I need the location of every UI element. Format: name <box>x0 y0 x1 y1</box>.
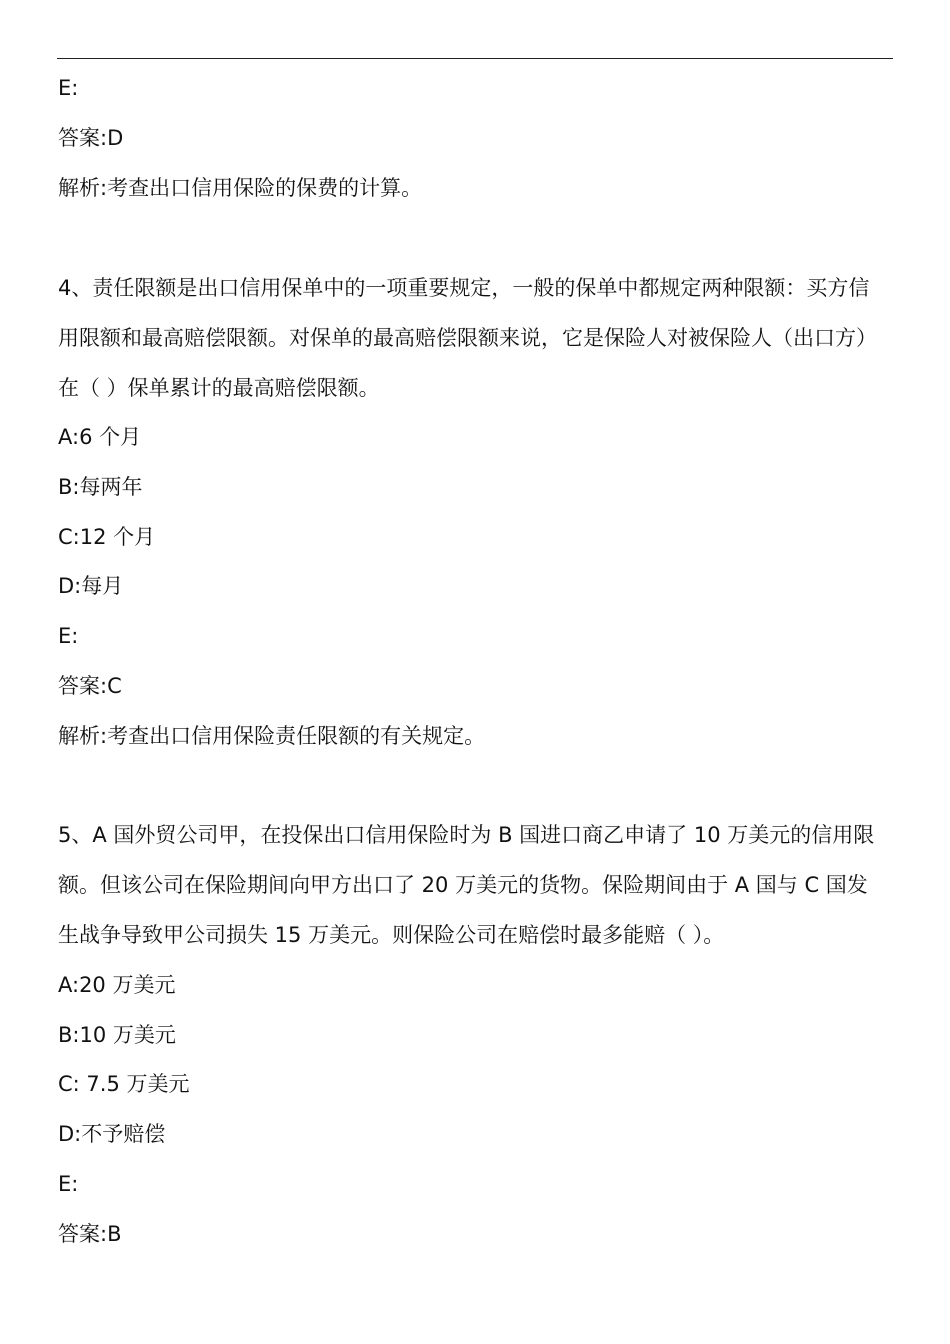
q5-option-a: A:20 万美元 <box>58 973 176 997</box>
q4-stem-line-2: 用限额和最高赔偿限额。对保单的最高赔偿限额来说，它是保险人对被保险人（出口方） <box>58 326 877 350</box>
q4-answer: 答案:C <box>58 674 122 698</box>
q5-stem-line-1: 5、A 国外贸公司甲，在投保出口信用保险时为 B 国进口商乙申请了 10 万美元的信用限 <box>58 823 875 847</box>
q4-option-e: E: <box>58 624 79 648</box>
prev-analysis: 解析:考查出口信用保险的保费的计算。 <box>58 176 423 200</box>
q5-option-d: D:不予赔偿 <box>58 1122 166 1146</box>
q4-option-a: A:6 个月 <box>58 425 142 449</box>
q5-stem-line-2: 额。但该公司在保险期间向甲方出口了 20 万美元的货物。保险期间由于 A 国与 C 国发 <box>58 873 868 897</box>
top-divider <box>57 58 893 59</box>
q4-option-c: C:12 个月 <box>58 525 156 549</box>
q4-stem-line-1: 4、责任限额是出口信用保单中的一项重要规定，一般的保单中都规定两种限额：买方信 <box>58 276 870 300</box>
q4-option-b: B:每两年 <box>58 475 143 499</box>
prev-option-e: E: <box>58 76 79 100</box>
q5-stem-line-3: 生战争导致甲公司损失 15 万美元。则保险公司在赔偿时最多能赔（ ）。 <box>58 923 725 947</box>
q4-stem-line-3: 在（ ）保单累计的最高赔偿限额。 <box>58 376 380 400</box>
q5-option-c: C: 7.5 万美元 <box>58 1072 190 1096</box>
q5-option-b: B:10 万美元 <box>58 1023 176 1047</box>
q4-option-d: D:每月 <box>58 574 124 598</box>
q4-analysis: 解析:考查出口信用保险责任限额的有关规定。 <box>58 724 486 748</box>
q5-answer: 答案:B <box>58 1222 122 1246</box>
prev-answer: 答案:D <box>58 126 124 150</box>
q5-option-e: E: <box>58 1172 79 1196</box>
